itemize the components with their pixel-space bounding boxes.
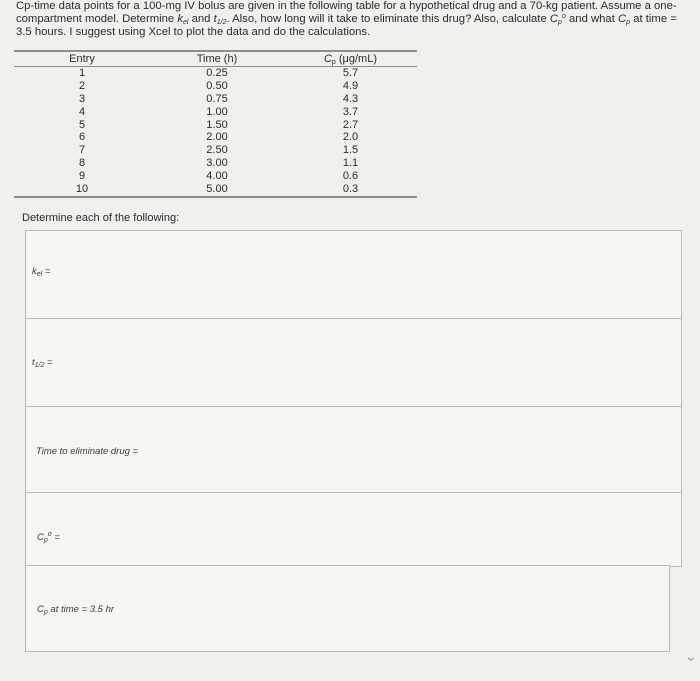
table-row	[14, 183, 417, 197]
cell-entry: 2	[78, 79, 86, 92]
thalf-subscript: 1/2	[216, 19, 227, 26]
cp0-symbol: C	[549, 13, 559, 25]
cp0-label-subscript: p	[43, 537, 48, 544]
cp0-label	[37, 532, 60, 543]
header-time: Time (h)	[150, 51, 284, 66]
cp0-label-suffix: =	[51, 532, 60, 543]
header-cp-unit: (μg/mL)	[335, 53, 378, 65]
thalf-label-suffix: =	[44, 357, 53, 368]
kel-label-symbol: k	[32, 266, 37, 277]
cell-entry: 10	[14, 183, 150, 197]
table-row	[14, 119, 417, 132]
cp-at-3-5hr-answer-box[interactable]	[25, 565, 670, 652]
cell-entry: 3	[78, 92, 86, 105]
intro-text-5: at time = 3.5 hours. I suggest using Xcel to plot the data and do the calculations.	[16, 13, 677, 38]
cell-entry: 1	[78, 66, 86, 79]
table-row	[14, 66, 417, 79]
cell-cp: 5.7	[342, 66, 359, 79]
header-cp-symbol: C	[323, 53, 332, 65]
cp-at-3-5hr-label	[37, 604, 114, 615]
cell-entry: 8	[78, 157, 86, 170]
cell-cp: 4.9	[342, 79, 359, 92]
cp0-superscript: o	[561, 13, 566, 20]
cell-cp: 2.7	[342, 118, 359, 131]
cell-cp: 0.3	[284, 183, 417, 197]
cell-entry: 9	[78, 170, 86, 183]
cell-time: 0.50	[206, 79, 228, 92]
cell-time: 1.00	[206, 105, 228, 118]
cell-time: 3.00	[206, 157, 228, 170]
kel-label-subscript: el	[36, 271, 43, 278]
cell-time: 0.25	[206, 66, 228, 79]
header-cp-subscript: p	[331, 59, 336, 66]
intro-text-3: . Also, how long will it take to eliminate this drug? Also, calculate	[226, 13, 550, 25]
cp35-label-subscript: p	[43, 609, 48, 616]
cp0-label-symbol: C	[37, 532, 44, 543]
kel-answer-box[interactable]	[25, 230, 682, 320]
table-row	[14, 144, 417, 157]
cell-cp: 0.6	[342, 170, 359, 183]
table-row	[14, 106, 417, 119]
cell-time: 0.75	[206, 92, 228, 105]
thalf-label-subscript: 1/2	[34, 362, 45, 369]
determine-heading: Determine each of the following:	[22, 212, 180, 224]
cell-time: 5.00	[150, 183, 284, 197]
kel-subscript: el	[183, 19, 189, 26]
cell-time: 2.00	[206, 131, 228, 144]
table-row	[14, 131, 417, 144]
cell-cp: 1.5	[342, 144, 359, 157]
cell-entry: 5	[78, 118, 86, 131]
cell-time: 1.50	[206, 118, 228, 131]
kel-symbol: k	[177, 13, 184, 25]
cp-symbol: C	[618, 13, 627, 25]
thalf-answer-box[interactable]	[25, 318, 682, 408]
header-entry: Entry	[14, 51, 150, 66]
thalf-label	[32, 357, 53, 368]
cp35-label-suffix: at time = 3.5 hr	[47, 604, 115, 615]
cell-cp: 2.0	[342, 131, 359, 144]
elimination-time-label: Time to eliminate drug =	[36, 446, 139, 457]
cp0-answer-box[interactable]	[25, 492, 682, 567]
kel-label	[32, 266, 50, 277]
cp-time-data-table	[14, 50, 417, 198]
kel-label-suffix: =	[42, 266, 51, 277]
cp-subscript: p	[626, 19, 631, 26]
cp35-label-symbol: C	[37, 604, 44, 615]
table-header-row	[14, 51, 417, 66]
cell-cp: 3.7	[342, 105, 359, 118]
chevron-up-icon[interactable]: ‹	[681, 656, 698, 662]
table-row	[14, 93, 417, 106]
cell-entry: 4	[78, 105, 86, 118]
table-row	[14, 170, 417, 183]
cell-cp: 4.3	[342, 92, 359, 105]
cell-time: 2.50	[206, 144, 228, 157]
problem-statement	[16, 0, 688, 39]
thalf-label-symbol: t	[32, 357, 35, 368]
cell-entry: 7	[78, 144, 86, 157]
elimination-time-answer-box[interactable]	[25, 406, 682, 494]
cell-time: 4.00	[206, 170, 228, 183]
cell-entry: 6	[78, 131, 86, 144]
thalf-symbol: t	[213, 13, 217, 25]
intro-text-4: and what	[565, 13, 618, 25]
cp0-label-superscript: o	[47, 531, 52, 538]
cell-cp: 1.1	[342, 157, 359, 170]
header-cp	[284, 51, 417, 66]
cp0-subscript: p	[558, 19, 562, 26]
intro-text-2: and	[188, 13, 214, 25]
table-row	[14, 80, 417, 93]
intro-text-1: Cp-time data points for a 100-mg IV bolus are given in the following table for a hypothetical drug and a 70-kg patient. Assume a one-compartment model. Determine	[16, 0, 677, 25]
table-row	[14, 157, 417, 170]
